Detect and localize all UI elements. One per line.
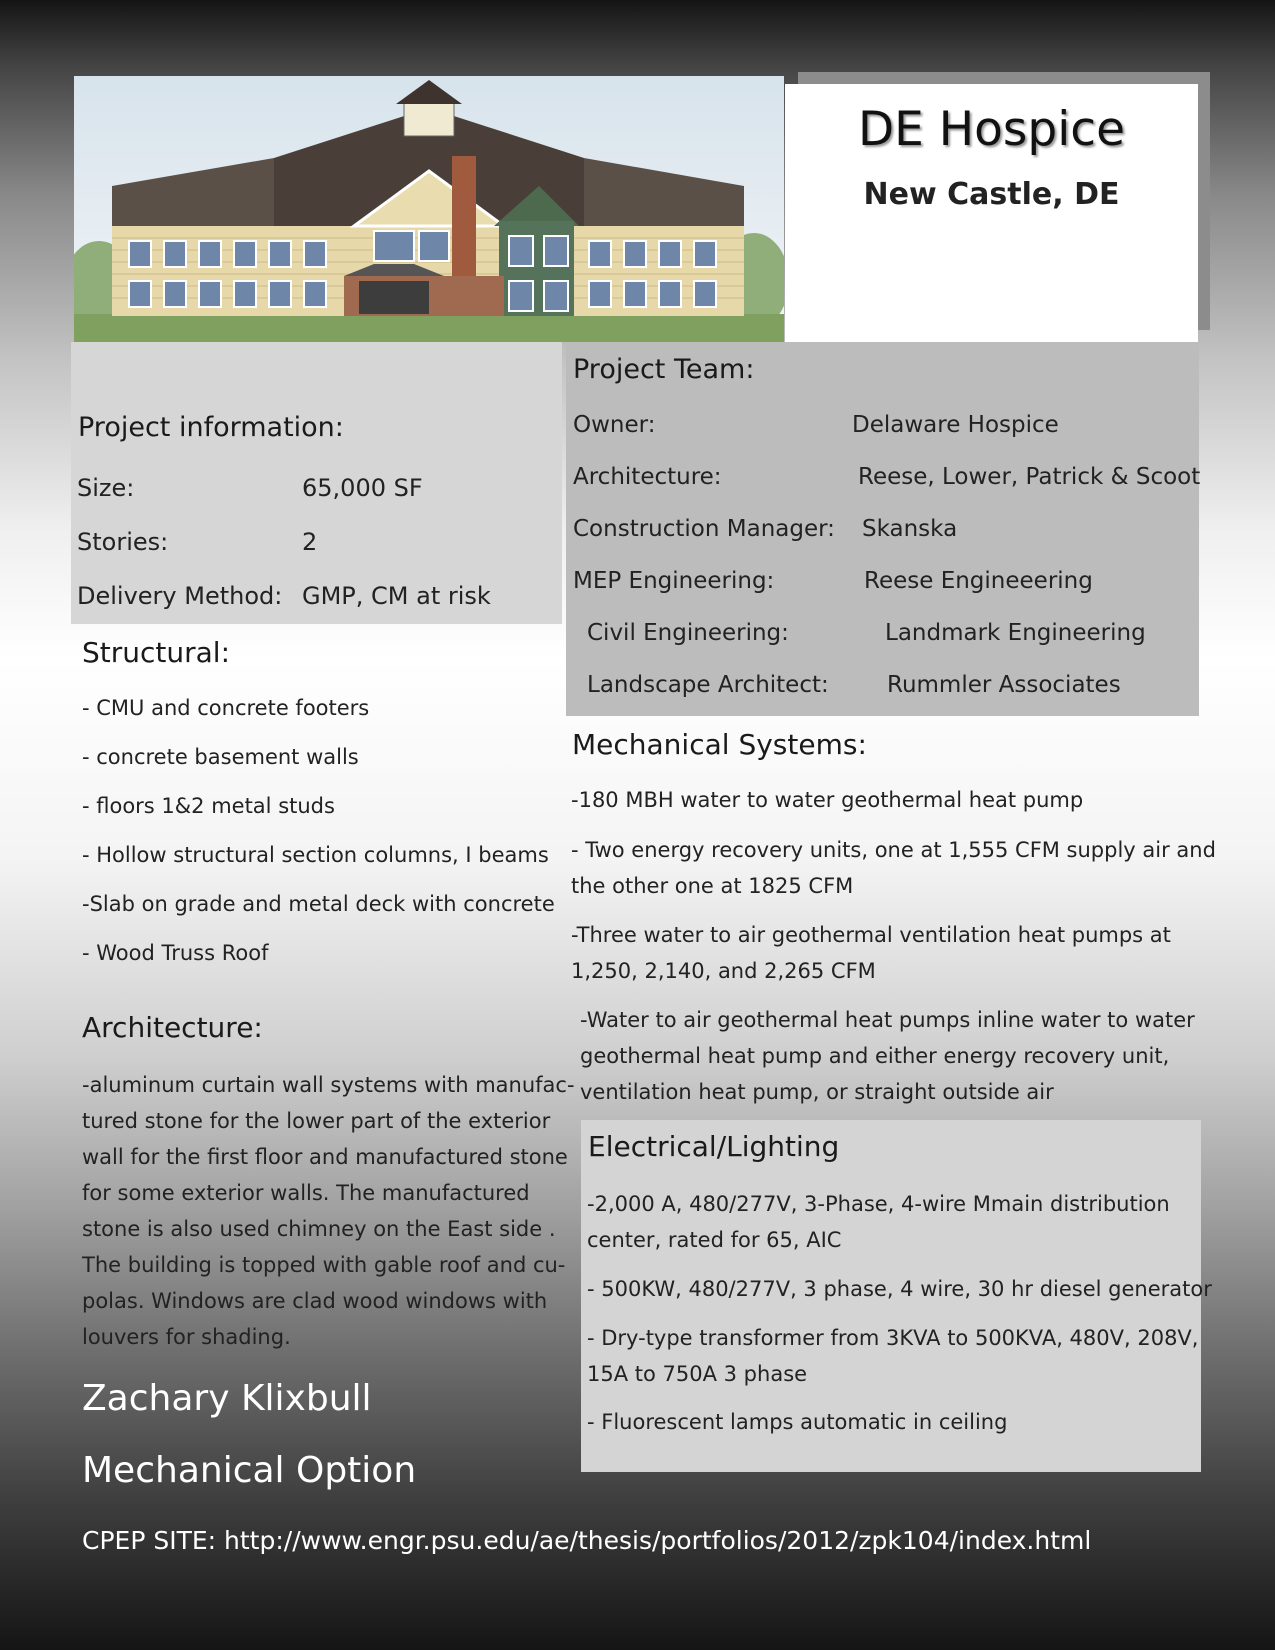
team-name-architecture: Reese, Lower, Patrick & Scoot (858, 464, 1201, 490)
team-name-construction-manager: Skanska (862, 516, 958, 542)
project-title: DE Hospice (857, 102, 1126, 157)
team-role-landscape-architect: Landscape Architect: (587, 672, 829, 698)
project-team-heading: Project Team: (573, 354, 755, 385)
mechanical-item: -180 MBH water to water geothermal heat pump (571, 788, 1084, 812)
mechanical-line: ventilation heat pump, or straight outside air (580, 1080, 1054, 1104)
architecture-line: tured stone for the lower part of the exterior (82, 1109, 551, 1133)
electrical-line: -2,000 A, 480/277V, 3-Phase, 4-wire Mmain distribution (587, 1192, 1170, 1216)
author-option: Mechanical Option (82, 1450, 417, 1491)
delivery-method-label: Delivery Method: (77, 582, 283, 610)
structural-item: - Hollow structural section columns, I beams (82, 843, 549, 867)
structural-item: - CMU and concrete footers (82, 696, 370, 720)
building-rendering-image (74, 76, 784, 342)
team-role-owner: Owner: (573, 412, 656, 438)
mechanical-line: -Three water to air geothermal ventilation heat pumps at (571, 923, 1171, 947)
architecture-heading: Architecture: (82, 1011, 263, 1044)
architecture-line: wall for the first floor and manufactured stone (82, 1145, 568, 1169)
building-illustration (74, 76, 784, 342)
architecture-line: -aluminum curtain wall systems with manufac- (82, 1073, 575, 1097)
electrical-line: 15A to 750A 3 phase (587, 1362, 808, 1386)
author-name: Zachary Klixbull (82, 1378, 372, 1419)
electrical-lighting-box (581, 1120, 1212, 1472)
architecture-line: The building is topped with gable roof and cu- (82, 1253, 566, 1277)
team-role-architecture: Architecture: (573, 464, 722, 490)
team-name-mep-engineering: Reese Engineeering (864, 568, 1093, 594)
team-name-owner: Delaware Hospice (852, 412, 1059, 438)
project-information-heading: Project information: (78, 412, 344, 443)
project-location: New Castle, DE (863, 177, 1120, 212)
electrical-item: - 500KW, 480/277V, 3 phase, 4 wire, 30 hr diesel generator (587, 1277, 1212, 1301)
stories-value: 2 (302, 528, 318, 556)
mechanical-line: the other one at 1825 CFM (571, 874, 854, 898)
structural-item: - floors 1&2 metal studs (82, 794, 335, 818)
structural-item: - concrete basement walls (82, 745, 359, 769)
stories-label: Stories: (77, 528, 169, 556)
mechanical-line: -Water to air geothermal heat pumps inline water to water (580, 1008, 1195, 1032)
title-card (785, 84, 1198, 342)
delivery-method-value: GMP, CM at risk (302, 582, 491, 610)
architecture-line: stone is also used chimney on the East side . (82, 1217, 556, 1241)
electrical-heading: Electrical/Lighting (588, 1130, 840, 1163)
structural-item: - Wood Truss Roof (82, 941, 269, 965)
structural-item: -Slab on grade and metal deck with concrete (82, 892, 555, 916)
architecture-description (82, 1067, 575, 1355)
mechanical-item (571, 832, 1216, 904)
size-value: 65,000 SF (302, 474, 423, 502)
team-name-civil-engineering: Landmark Engineering (885, 620, 1146, 646)
team-name-landscape-architect: Rummler Associates (887, 672, 1121, 698)
cpep-site-link[interactable]: CPEP SITE: http://www.engr.psu.edu/ae/thesis/portfolios/2012/zpk104/index.html (82, 1526, 1092, 1555)
architecture-line: polas. Windows are clad wood windows with (82, 1289, 548, 1313)
architecture-line: louvers for shading. (82, 1325, 291, 1349)
mechanical-line: - Two energy recovery units, one at 1,555 CFM supply air and (571, 838, 1216, 862)
electrical-line: - Dry-type transformer from 3KVA to 500KVA, 480V, 208V, (587, 1326, 1199, 1350)
team-role-mep-engineering: MEP Engineering: (573, 568, 775, 594)
electrical-item (587, 1320, 1198, 1392)
electrical-item (587, 1186, 1170, 1258)
team-role-construction-manager: Construction Manager: (573, 516, 835, 542)
project-information-box (71, 342, 562, 624)
size-label: Size: (77, 474, 135, 502)
architecture-line: for some exterior walls. The manufactured (82, 1181, 530, 1205)
team-role-civil-engineering: Civil Engineering: (587, 620, 789, 646)
electrical-item: - Fluorescent lamps automatic in ceiling (587, 1410, 1008, 1434)
mechanical-item (571, 917, 1171, 989)
mechanical-line: geothermal heat pump and either energy recovery unit, (580, 1044, 1170, 1068)
structural-heading: Structural: (82, 636, 231, 669)
mechanical-item (580, 1002, 1195, 1110)
mechanical-heading: Mechanical Systems: (572, 728, 867, 761)
mechanical-line: 1,250, 2,140, and 2,265 CFM (571, 959, 876, 983)
project-team-box (566, 342, 1199, 716)
electrical-line: center, rated for 65, AIC (587, 1228, 842, 1252)
